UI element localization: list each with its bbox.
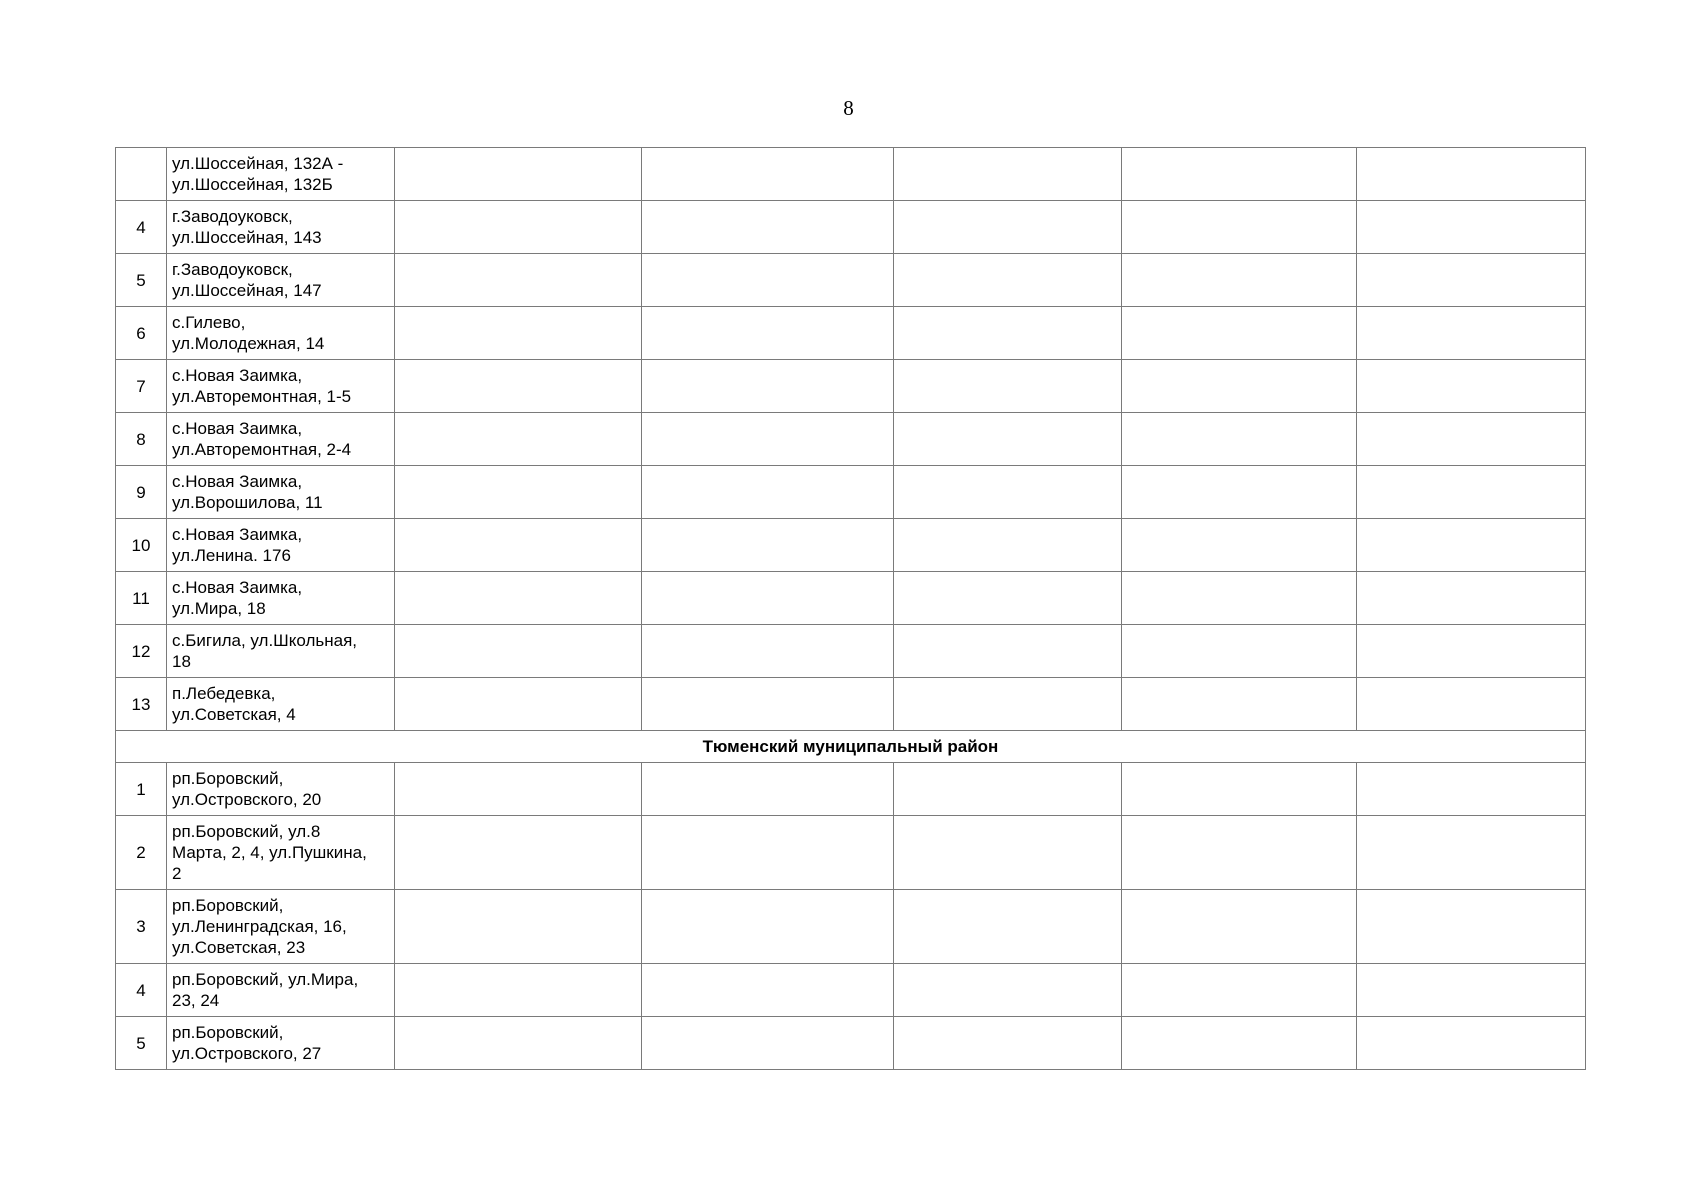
table-row [116, 360, 1586, 413]
empty-cell [395, 1017, 642, 1070]
empty-cell [894, 148, 1122, 201]
empty-cell [1357, 201, 1586, 254]
row-address: с.Новая Заимка, ул.Ворошилова, 11 [167, 466, 395, 519]
empty-cell [1122, 890, 1357, 964]
empty-cell [894, 254, 1122, 307]
empty-cell [894, 763, 1122, 816]
empty-cell [1357, 1017, 1586, 1070]
empty-cell [642, 816, 894, 890]
empty-cell [642, 1017, 894, 1070]
empty-cell [1122, 964, 1357, 1017]
table-row [116, 254, 1586, 307]
empty-cell [1122, 360, 1357, 413]
empty-cell [395, 678, 642, 731]
row-address: рп.Боровский, ул.Островского, 20 [167, 763, 395, 816]
empty-cell [1357, 466, 1586, 519]
row-number: 5 [116, 1017, 167, 1070]
empty-cell [395, 625, 642, 678]
empty-cell [395, 466, 642, 519]
empty-cell [395, 890, 642, 964]
empty-cell [1122, 148, 1357, 201]
empty-cell [894, 1017, 1122, 1070]
empty-cell [395, 413, 642, 466]
row-address: с.Новая Заимка, ул.Авторемонтная, 1-5 [167, 360, 395, 413]
table-row [116, 625, 1586, 678]
table-row [116, 201, 1586, 254]
empty-cell [395, 360, 642, 413]
empty-cell [642, 763, 894, 816]
empty-cell [1357, 816, 1586, 890]
empty-cell [1122, 466, 1357, 519]
empty-cell [1357, 763, 1586, 816]
empty-cell [1357, 148, 1586, 201]
row-number: 10 [116, 519, 167, 572]
empty-cell [1357, 964, 1586, 1017]
row-address: с.Гилево, ул.Молодежная, 14 [167, 307, 395, 360]
empty-cell [395, 816, 642, 890]
table-row [116, 466, 1586, 519]
row-address: с.Новая Заимка, ул.Авторемонтная, 2-4 [167, 413, 395, 466]
empty-cell [1357, 307, 1586, 360]
empty-cell [395, 254, 642, 307]
addresses-table-wrapper [115, 147, 1585, 1070]
section-title: Тюменский муниципальный район [116, 731, 1586, 763]
empty-cell [642, 678, 894, 731]
row-address: с.Бигила, ул.Школьная, 18 [167, 625, 395, 678]
empty-cell [395, 572, 642, 625]
row-address: рп.Боровский, ул.8 Марта, 2, 4, ул.Пушкина, 2 [167, 816, 395, 890]
empty-cell [1357, 890, 1586, 964]
empty-cell [894, 466, 1122, 519]
empty-cell [1122, 1017, 1357, 1070]
row-number: 1 [116, 763, 167, 816]
table-row [116, 307, 1586, 360]
row-number: 3 [116, 890, 167, 964]
row-address: п.Лебедевка, ул.Советская, 4 [167, 678, 395, 731]
empty-cell [1357, 254, 1586, 307]
row-address: рп.Боровский, ул.Мира, 23, 24 [167, 964, 395, 1017]
row-number: 2 [116, 816, 167, 890]
empty-cell [642, 466, 894, 519]
row-number: 7 [116, 360, 167, 413]
empty-cell [894, 890, 1122, 964]
row-number: 11 [116, 572, 167, 625]
empty-cell [1122, 678, 1357, 731]
empty-cell [395, 201, 642, 254]
table-row [116, 763, 1586, 816]
row-address: с.Новая Заимка, ул.Ленина. 176 [167, 519, 395, 572]
empty-cell [642, 413, 894, 466]
empty-cell [1122, 625, 1357, 678]
empty-cell [894, 519, 1122, 572]
row-address: ул.Шоссейная, 132А - ул.Шоссейная, 132Б [167, 148, 395, 201]
empty-cell [1122, 572, 1357, 625]
empty-cell [642, 625, 894, 678]
empty-cell [1122, 201, 1357, 254]
row-number [116, 148, 167, 201]
empty-cell [894, 307, 1122, 360]
empty-cell [1357, 360, 1586, 413]
empty-cell [894, 816, 1122, 890]
page-number: 8 [843, 96, 854, 120]
row-address: с.Новая Заимка, ул.Мира, 18 [167, 572, 395, 625]
row-number: 8 [116, 413, 167, 466]
empty-cell [894, 413, 1122, 466]
empty-cell [642, 890, 894, 964]
empty-cell [1122, 413, 1357, 466]
row-address: г.Заводоуковск, ул.Шоссейная, 143 [167, 201, 395, 254]
empty-cell [395, 519, 642, 572]
row-address: г.Заводоуковск, ул.Шоссейная, 147 [167, 254, 395, 307]
empty-cell [894, 964, 1122, 1017]
addresses-table [115, 147, 1586, 1070]
empty-cell [1357, 572, 1586, 625]
empty-cell [894, 201, 1122, 254]
row-number: 9 [116, 466, 167, 519]
row-number: 12 [116, 625, 167, 678]
table-row [116, 816, 1586, 890]
empty-cell [395, 763, 642, 816]
table-row [116, 964, 1586, 1017]
empty-cell [395, 307, 642, 360]
empty-cell [395, 148, 642, 201]
row-number: 13 [116, 678, 167, 731]
empty-cell [642, 964, 894, 1017]
empty-cell [894, 360, 1122, 413]
empty-cell [1357, 413, 1586, 466]
table-row [116, 890, 1586, 964]
table-row [116, 413, 1586, 466]
section-row [116, 731, 1586, 763]
empty-cell [1357, 519, 1586, 572]
empty-cell [1122, 307, 1357, 360]
empty-cell [642, 360, 894, 413]
empty-cell [1122, 519, 1357, 572]
row-number: 4 [116, 201, 167, 254]
row-number: 6 [116, 307, 167, 360]
empty-cell [642, 254, 894, 307]
empty-cell [642, 307, 894, 360]
empty-cell [894, 572, 1122, 625]
table-row [116, 148, 1586, 201]
empty-cell [894, 625, 1122, 678]
empty-cell [1357, 625, 1586, 678]
empty-cell [1122, 763, 1357, 816]
table-row [116, 572, 1586, 625]
empty-cell [642, 572, 894, 625]
empty-cell [642, 148, 894, 201]
row-number: 5 [116, 254, 167, 307]
table-row [116, 519, 1586, 572]
table-row [116, 1017, 1586, 1070]
row-address: рп.Боровский, ул.Островского, 27 [167, 1017, 395, 1070]
empty-cell [395, 964, 642, 1017]
empty-cell [642, 201, 894, 254]
table-row [116, 678, 1586, 731]
row-address: рп.Боровский, ул.Ленинградская, 16, ул.Советская, 23 [167, 890, 395, 964]
empty-cell [1122, 816, 1357, 890]
empty-cell [894, 678, 1122, 731]
empty-cell [1122, 254, 1357, 307]
empty-cell [642, 519, 894, 572]
row-number: 4 [116, 964, 167, 1017]
empty-cell [1357, 678, 1586, 731]
